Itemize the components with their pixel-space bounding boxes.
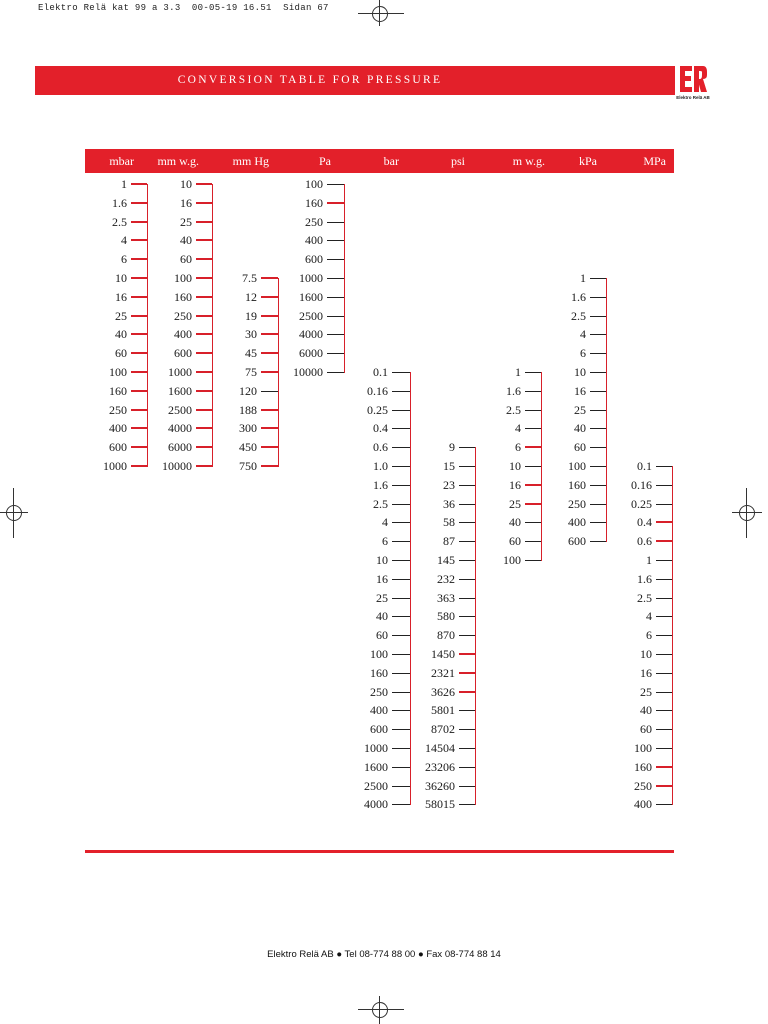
scale-rail — [672, 466, 673, 805]
scale-tick — [327, 353, 344, 354]
scale-value: 0.6 — [637, 534, 652, 549]
scale-value: 120 — [239, 383, 257, 398]
scale-rail — [344, 184, 345, 373]
scale-value: 4000 — [364, 797, 388, 812]
scale-value: 10 — [115, 271, 127, 285]
scale-value: 40 — [509, 515, 521, 530]
page-title: CONVERSION TABLE FOR PRESSURE — [177, 74, 443, 86]
scale-value: 250 — [634, 778, 652, 793]
scale-value: 145 — [437, 553, 455, 567]
scale-value: 40 — [574, 421, 586, 436]
scale-value: 1000 — [364, 741, 388, 755]
scale-tick — [459, 635, 475, 636]
scale-tick — [590, 447, 606, 448]
scale-tick — [459, 786, 475, 787]
scale-value: 25 — [115, 308, 127, 323]
scale-value: 400 — [634, 797, 652, 812]
scale-tick — [590, 410, 606, 411]
scale-tick — [525, 560, 541, 561]
scale-value: 0.6 — [373, 440, 388, 455]
scale-value: 400 — [109, 421, 127, 436]
scale-value: 25 — [509, 496, 521, 511]
scale-tick — [656, 729, 672, 730]
scale-tick — [327, 278, 344, 279]
scale-value: 250 — [568, 496, 586, 511]
scale-value: 100 — [109, 365, 127, 379]
scale-value: 36260 — [425, 778, 455, 793]
scale-tick — [261, 446, 278, 448]
scale-value: 8702 — [431, 722, 455, 737]
scale-value: 580 — [437, 609, 455, 624]
scale-value: 10 — [574, 365, 586, 379]
scale-tick — [656, 560, 672, 561]
scale-tick — [327, 334, 344, 335]
header-mm-wg: mm w.g. — [157, 154, 199, 168]
scale-tick — [656, 540, 672, 542]
scale-value: 25 — [640, 684, 652, 699]
header-mpa: MPa — [643, 154, 666, 168]
scale-value: 0.16 — [631, 477, 652, 492]
scale-value: 1600 — [299, 289, 323, 304]
scale-value: 4 — [580, 327, 586, 342]
scale-value: 40 — [115, 327, 127, 342]
title-banner — [35, 66, 675, 95]
scale-value: 19 — [245, 308, 257, 323]
scale-value: 0.25 — [367, 402, 388, 417]
scale-value: 400 — [174, 327, 192, 342]
scale-tick — [392, 391, 410, 392]
scale-tick — [656, 485, 672, 486]
scale-tick — [327, 240, 344, 241]
registration-mark-top — [358, 0, 404, 26]
scale-tick — [656, 466, 672, 467]
scale-value: 60 — [509, 534, 521, 549]
scale-tick — [459, 672, 475, 674]
print-slug: Elektro Relä kat 99 a 3.3 00-05-19 16.51 Sidan 67 — [38, 3, 329, 13]
scale-value: 600 — [109, 440, 127, 455]
scale-value: 2321 — [431, 665, 455, 680]
scale-value: 2.5 — [112, 214, 127, 229]
scale-value: 400 — [305, 233, 323, 248]
header-kpa: kPa — [579, 154, 597, 168]
scale-value: 10 — [180, 177, 192, 191]
scale-value: 0.1 — [637, 459, 652, 473]
scale-value: 1 — [121, 177, 127, 191]
scale-value: 36 — [443, 496, 455, 511]
scale-tick — [261, 465, 278, 467]
scale-value: 250 — [370, 684, 388, 699]
scale-value: 16 — [640, 665, 652, 680]
table-header — [85, 149, 674, 173]
scale-value: 10 — [509, 459, 521, 473]
scale-value: 1000 — [168, 365, 192, 379]
scale-value: 15 — [443, 459, 455, 473]
scale-value: 4000 — [168, 421, 192, 436]
scale-value: 1.6 — [571, 289, 586, 304]
scale-value: 160 — [305, 195, 323, 210]
scale-tick — [327, 259, 344, 260]
scale-value: 60 — [640, 722, 652, 737]
scale-value: 1.6 — [637, 571, 652, 586]
scale-tick — [196, 221, 212, 223]
scale-value: 160 — [568, 477, 586, 492]
company-logo — [675, 64, 711, 104]
scale-value: 9 — [449, 440, 455, 455]
scale-value: 100 — [568, 459, 586, 473]
scale-value: 600 — [370, 722, 388, 737]
registration-mark-left — [0, 488, 28, 538]
scale-tick — [656, 598, 672, 599]
scale-tick — [327, 202, 344, 204]
scale-value: 300 — [239, 421, 257, 436]
scale-tick — [327, 222, 344, 223]
scale-tick — [656, 710, 672, 711]
scale-value: 7.5 — [242, 271, 257, 285]
scale-tick — [327, 184, 344, 185]
scale-value: 4 — [121, 233, 127, 248]
scale-value: 1600 — [168, 383, 192, 398]
scale-tick — [656, 748, 672, 749]
scale-value: 160 — [634, 759, 652, 774]
scale-tick — [459, 729, 475, 730]
scale-value: 250 — [305, 214, 323, 229]
header-mm-hg: mm Hg — [232, 154, 269, 168]
scale-value: 6 — [646, 628, 652, 643]
scale-tick — [459, 691, 475, 693]
scale-value: 58 — [443, 515, 455, 530]
scale-tick — [261, 427, 278, 429]
scale-tick — [590, 353, 606, 354]
scale-value: 600 — [174, 346, 192, 361]
scale-value: 0.4 — [373, 421, 388, 436]
scale-value: 16 — [180, 195, 192, 210]
scale-value: 100 — [305, 177, 323, 191]
scale-value: 4000 — [299, 327, 323, 342]
scale-tick — [656, 521, 672, 523]
scale-value: 1450 — [431, 647, 455, 661]
scale-value: 188 — [239, 402, 257, 417]
scale-value: 5801 — [431, 703, 455, 718]
scale-value: 2500 — [364, 778, 388, 793]
scale-tick — [590, 316, 606, 317]
scale-tick — [261, 409, 278, 411]
scale-value: 750 — [239, 459, 257, 473]
scale-tick — [656, 785, 672, 787]
scale-value: 1.6 — [112, 195, 127, 210]
scale-tick — [590, 391, 606, 392]
scale-value: 10000 — [293, 365, 323, 379]
scale-value: 363 — [437, 590, 455, 605]
scale-tick — [459, 616, 475, 617]
scale-value: 1 — [580, 271, 586, 285]
scale-value: 23206 — [425, 759, 455, 774]
scale-value: 2.5 — [637, 590, 652, 605]
scale-tick — [459, 579, 475, 580]
header-pa: Pa — [319, 154, 331, 168]
scale-value: 58015 — [425, 797, 455, 812]
scale-tick — [656, 616, 672, 617]
scale-tick — [196, 183, 212, 185]
scale-value: 23 — [443, 477, 455, 492]
scale-tick — [459, 710, 475, 711]
scale-value: 6 — [580, 346, 586, 361]
scale-value: 0.25 — [631, 496, 652, 511]
er-logo-icon — [678, 64, 708, 94]
scale-tick — [459, 653, 475, 655]
scale-value: 250 — [174, 308, 192, 323]
header-m-wg: m w.g. — [512, 154, 545, 168]
scale-tick — [590, 278, 606, 279]
scale-value: 160 — [174, 289, 192, 304]
header-psi: psi — [450, 154, 465, 168]
scale-value: 0.16 — [367, 383, 388, 398]
scale-value: 2500 — [299, 308, 323, 323]
scale-value: 60 — [115, 346, 127, 361]
scale-value: 1 — [646, 553, 652, 567]
scale-value: 4 — [382, 515, 388, 530]
scale-tick — [656, 579, 672, 580]
registration-mark-right — [732, 488, 762, 538]
scale-value: 12 — [245, 289, 257, 304]
scale-tick — [590, 334, 606, 335]
header-mbar: mbar — [109, 154, 134, 168]
scale-tick — [656, 673, 672, 674]
scale-value: 87 — [443, 534, 455, 549]
scale-tick — [656, 692, 672, 693]
scale-value: 870 — [437, 628, 455, 643]
scale-tick — [392, 372, 410, 373]
scale-tick — [327, 297, 344, 298]
scale-value: 2.5 — [373, 496, 388, 511]
scale-value: 30 — [245, 327, 257, 342]
scale-value: 2.5 — [571, 308, 586, 323]
scale-tick — [196, 202, 212, 204]
scale-value: 16 — [574, 383, 586, 398]
scale-value: 2.5 — [506, 402, 521, 417]
scale-tick — [327, 316, 344, 317]
scale-tick — [459, 804, 475, 805]
scale-tick — [261, 391, 278, 392]
scale-value: 1.6 — [373, 477, 388, 492]
logo-caption: Elektro Relä AB — [676, 95, 710, 100]
scale-tick — [590, 372, 606, 373]
scale-value: 600 — [305, 252, 323, 267]
scale-value: 1 — [515, 365, 521, 379]
scale-value: 16 — [115, 289, 127, 304]
scale-value: 450 — [239, 440, 257, 455]
footer-contact: Elektro Relä AB ● Tel 08-774 88 00 ● Fax 08-774 88 14 — [267, 949, 501, 960]
scale-tick — [656, 635, 672, 636]
bottom-rule — [85, 850, 674, 853]
scale-tick — [656, 804, 672, 805]
scale-value: 1600 — [364, 759, 388, 774]
scale-value: 45 — [245, 346, 257, 361]
header-bar: bar — [383, 154, 399, 168]
scale-value: 1000 — [103, 459, 127, 473]
registration-mark-bottom — [358, 996, 404, 1024]
scale-value: 60 — [376, 628, 388, 643]
scale-value: 2500 — [168, 402, 192, 417]
scale-value: 3626 — [431, 684, 455, 699]
scale-value: 40 — [376, 609, 388, 624]
scale-value: 100 — [634, 741, 652, 755]
scale-value: 60 — [574, 440, 586, 455]
scale-tick — [459, 598, 475, 599]
scale-tick — [196, 239, 212, 241]
scale-value: 40 — [180, 233, 192, 248]
scale-tick — [459, 767, 475, 768]
scale-value: 100 — [174, 271, 192, 285]
scale-value: 16 — [376, 571, 388, 586]
scale-value: 10 — [376, 553, 388, 567]
scale-tick — [459, 748, 475, 749]
scale-value: 6000 — [299, 346, 323, 361]
scale-value: 600 — [568, 534, 586, 549]
scale-tick — [590, 297, 606, 298]
scale-value: 4 — [646, 609, 652, 624]
scale-value: 400 — [568, 515, 586, 530]
scale-value: 6 — [121, 252, 127, 267]
scale-value: 6 — [515, 440, 521, 455]
scale-value: 60 — [180, 252, 192, 267]
scale-value: 25 — [574, 402, 586, 417]
scale-value: 0.4 — [637, 515, 652, 530]
scale-value: 0.1 — [373, 365, 388, 379]
scale-value: 16 — [509, 477, 521, 492]
scale-value: 6000 — [168, 440, 192, 455]
scale-tick — [196, 258, 212, 260]
scale-value: 100 — [370, 647, 388, 661]
scale-tick — [392, 410, 410, 411]
scale-tick — [392, 428, 410, 429]
scale-value: 1.6 — [506, 383, 521, 398]
scale-tick — [590, 428, 606, 429]
scale-value: 232 — [437, 571, 455, 586]
scale-value: 1.0 — [373, 459, 388, 473]
scale-value: 400 — [370, 703, 388, 718]
scale-value: 10 — [640, 647, 652, 661]
scale-value: 25 — [376, 590, 388, 605]
scale-value: 1000 — [299, 271, 323, 285]
scale-value: 250 — [109, 402, 127, 417]
scale-value: 160 — [109, 383, 127, 398]
scale-tick — [656, 766, 672, 768]
scale-value: 75 — [245, 365, 257, 379]
scale-value: 14504 — [425, 741, 455, 755]
scale-tick — [656, 504, 672, 505]
scale-value: 10000 — [162, 459, 192, 473]
scale-value: 160 — [370, 665, 388, 680]
scale-value: 40 — [640, 703, 652, 718]
scale-value: 100 — [503, 553, 521, 567]
scale-value: 4 — [515, 421, 521, 436]
scale-tick — [656, 654, 672, 655]
scale-value: 6 — [382, 534, 388, 549]
scale-value: 25 — [180, 214, 192, 229]
